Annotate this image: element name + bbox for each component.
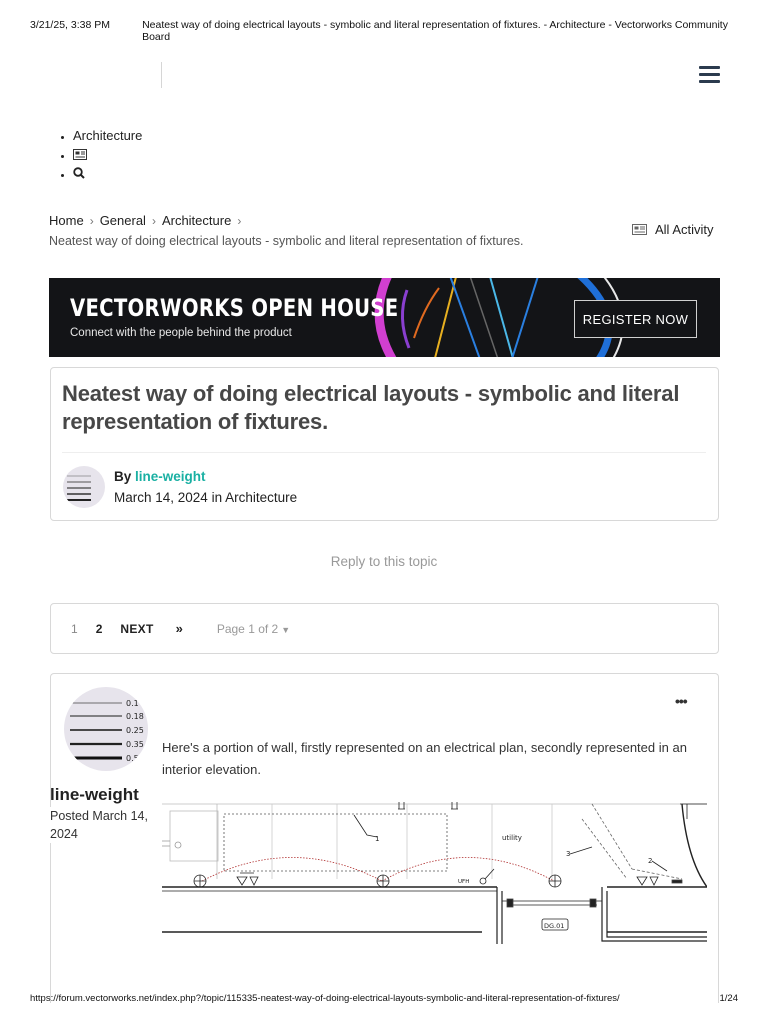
breadcrumb — [49, 213, 247, 228]
post-author-link[interactable]: line-weight — [50, 785, 139, 804]
door-tag-label: DG.01 — [544, 922, 565, 930]
post-body: Here's a portion of wall, firstly represented on an electrical plan, secondly represented in an interior elevation. — [162, 740, 687, 777]
chevron-right-icon: › — [237, 213, 242, 228]
line-weight-avatar-graphic — [64, 687, 148, 771]
breadcrumb-architecture[interactable]: Architecture — [161, 213, 232, 228]
print-datetime: 3/21/25, 3:38 PM — [30, 19, 110, 31]
divider — [62, 452, 706, 453]
reply-to-topic-link[interactable]: Reply to this topic — [330, 554, 438, 569]
register-now-button[interactable]: REGISTER NOW — [574, 300, 697, 338]
banner-subtitle: Connect with the people behind the product — [70, 327, 292, 339]
topic-date-value: March 14, 2024 — [114, 490, 208, 505]
next-page-button[interactable]: NEXT — [120, 621, 154, 636]
page-jump-dropdown[interactable] — [217, 622, 290, 636]
avatar-label: 0.1 — [126, 699, 139, 708]
avatar[interactable] — [64, 687, 148, 771]
avatar-label: 0.35 — [126, 740, 144, 749]
nav-item-search[interactable] — [73, 165, 142, 184]
author-link[interactable]: line-weight — [135, 469, 206, 484]
chevron-right-icon: › — [89, 213, 94, 228]
electrical-plan-drawing — [162, 799, 707, 944]
page-1-link[interactable]: 1 — [71, 621, 78, 636]
print-header — [30, 19, 738, 43]
topic-header — [50, 367, 719, 521]
drawing-callout-label: 3 — [566, 850, 571, 858]
nav-item-label[interactable]: Architecture — [73, 128, 143, 143]
hamburger-menu-icon[interactable] — [699, 66, 720, 83]
post-meta — [50, 807, 155, 843]
pagination — [50, 603, 719, 654]
avatar-label: 0.18 — [126, 712, 144, 721]
avatar-label: 0.25 — [126, 726, 144, 735]
drawing-callout-label: 2 — [648, 857, 653, 865]
line-weight-avatar-graphic — [63, 466, 105, 508]
more-options-icon[interactable]: ••• — [675, 693, 687, 709]
drawing-ufh-label: UFH — [458, 879, 470, 885]
print-url: https://forum.vectorworks.net/index.php?/topic/115335-neatest-way-of-doing-electrical-layouts-symbolic-and-literal-representation-of-fixtures/ — [30, 993, 620, 1004]
print-page-count: 1/24 — [719, 993, 738, 1004]
nav-item-architecture[interactable] — [73, 127, 142, 146]
last-page-button[interactable]: » — [175, 621, 183, 636]
topic-category-link[interactable]: Architecture — [225, 490, 298, 505]
print-page-title: Neatest way of doing electrical layouts - symbolic and literal representation of fixtures. - Architecture - Vectorworks Community Board — [142, 19, 728, 43]
posted-label: Posted — [50, 809, 89, 823]
in-word: in — [211, 490, 223, 505]
page-of-label[interactable]: Page 1 of 2 — [216, 621, 279, 636]
drawing-callout-label: 1 — [375, 835, 380, 843]
post-date: March 14, 2024 — [50, 809, 148, 841]
caret-down-icon: ▼ — [281, 624, 291, 635]
avatar[interactable] — [63, 466, 105, 508]
all-activity-label[interactable]: All Activity — [655, 222, 714, 237]
byline — [114, 469, 206, 484]
breadcrumb-general[interactable]: General — [99, 213, 146, 228]
nav-item-activity[interactable] — [73, 146, 142, 165]
chevron-right-icon: › — [151, 213, 156, 228]
page-2-link[interactable]: 2 — [95, 621, 103, 636]
search-icon[interactable] — [73, 167, 85, 179]
topic-date — [114, 490, 297, 505]
all-activity-link[interactable] — [632, 222, 714, 237]
breadcrumb-current: Neatest way of doing electrical layouts - symbolic and literal representation of fixtures. — [49, 234, 524, 248]
by-prefix: By — [114, 469, 132, 484]
nav-list — [73, 127, 142, 184]
newspaper-icon[interactable] — [73, 149, 87, 160]
drawing-room-label: utility — [502, 834, 522, 842]
newspaper-icon — [632, 224, 647, 235]
print-footer — [30, 993, 738, 1004]
promo-banner[interactable] — [49, 278, 720, 357]
topic-title: Neatest way of doing electrical layouts - symbolic and literal representation of fixtures. — [62, 381, 680, 434]
breadcrumb-home[interactable]: Home — [49, 213, 84, 228]
banner-title: VECTORWORKS OPEN HOUSE — [70, 294, 399, 322]
avatar-label: 0.5 — [126, 754, 139, 763]
logo-divider — [161, 62, 162, 88]
